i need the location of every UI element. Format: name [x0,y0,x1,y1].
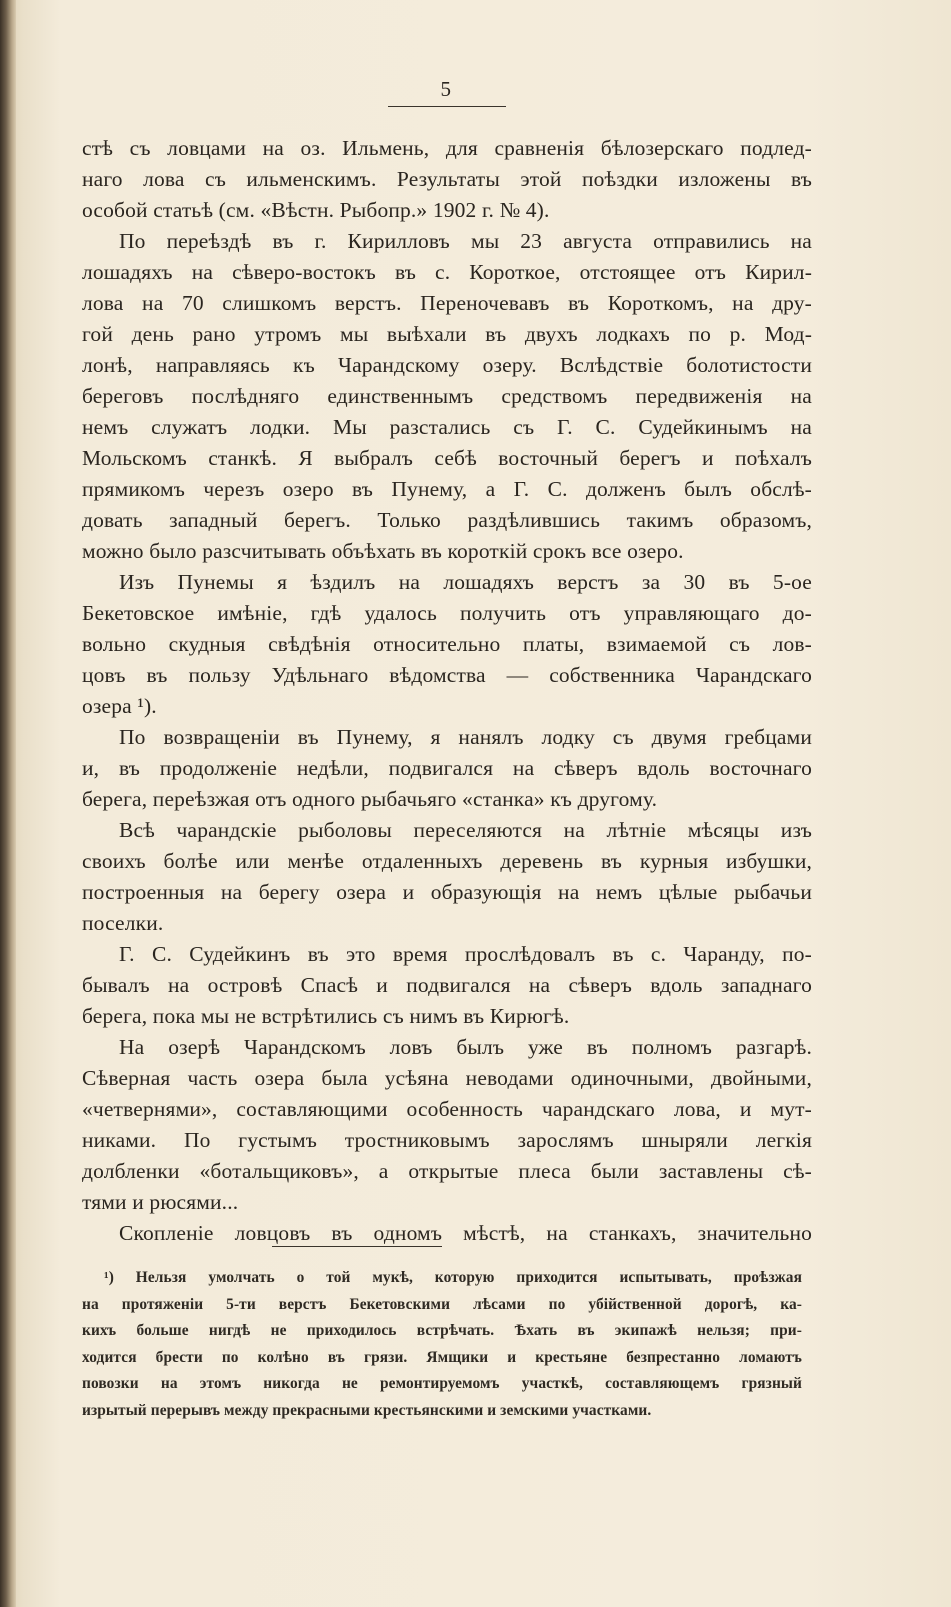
body-line: озера ¹). [82,694,157,718]
body-line: никами. По густымъ тростниковымъ зарослямъ шныряли легкія [82,1128,812,1152]
body-line: Бекетовское имѣніе, гдѣ удалось получить отъ управляющаго до- [82,601,812,625]
book-spine-shadow [0,0,16,1607]
footnote-line: изрытый перерывъ между прекрасными крестьянскими и земскими участками. [82,1401,652,1419]
body-line: Мольскомъ станкѣ. Я выбралъ себѣ восточный берегъ и поѣхалъ [82,446,812,470]
page-number-rule [388,106,506,107]
body-line: особой статьѣ (см. «Вѣстн. Рыбопр.» 1902 г. № 4). [82,198,550,222]
body-line: береговъ послѣдняго единственнымъ средствомъ передвиженія на [82,384,812,408]
body-line: гой день рано утромъ мы выѣхали въ двухъ лодкахъ по р. Мод- [82,322,812,346]
body-line: лонѣ, направляясь къ Чарандскому озеру. Вслѣдствіе болотистости [82,353,812,377]
body-line: берега, пока мы не встрѣтились съ нимъ въ Кирюгѣ. [82,1004,570,1028]
body-line: можно было разсчитывать объѣхать въ короткій срокъ все озеро. [82,539,684,563]
body-line: Изъ Пунемы я ѣздилъ на лошадяхъ верстъ за 30 въ 5-ое [119,570,812,594]
body-line: немъ служатъ лодки. Мы разстались съ Г. С. Судейкинымъ на [82,415,812,439]
footnote-line: повозки на этомъ никогда не ремонтируемомъ участкѣ, составляющемъ грязный [82,1375,802,1392]
body-line: долбленки «ботальщиковъ», а открытые плеса были заставлены сѣ- [82,1159,812,1183]
body-line: прямикомъ черезъ озеро въ Пунему, а Г. С. долженъ былъ обслѣ- [82,477,812,501]
footnote-line: на протяженіи 5-ти верстъ Бекетовскими лѣсами по убійственной дорогѣ, ка- [82,1295,802,1313]
body-text [82,133,812,1249]
body-line: На озерѣ Чарандскомъ ловъ былъ уже въ полномъ разгарѣ. [119,1035,812,1059]
body-line: Скопленіе ловцовъ въ одномъ мѣстѣ, на станкахъ, значительно [119,1221,812,1245]
body-line: стѣ съ ловцами на оз. Ильмень, для сравненія бѣлозерскаго подлед- [82,136,812,160]
page-number-container [386,76,506,102]
body-line: Всѣ чарандскіе рыболовы переселяются на лѣтніе мѣсяцы изъ [119,818,812,842]
body-line: Сѣверная часть озера была усѣяна неводами одиночными, двойными, [82,1066,812,1090]
body-line: вольно скудныя свѣдѣнія относительно платы, взимаемой съ лов- [82,632,812,656]
body-line: поселки. [82,911,164,935]
body-line: и, въ продолженіе недѣли, подвигался на сѣверъ вдоль восточнаго [82,756,812,780]
footnote-line: ходится брести по колѣно въ грязи. Ямщики и крестьяне безпрестанно ломаютъ [82,1348,802,1366]
body-line: построенныя на берегу озера и образующія на немъ цѣлые рыбачьи [82,880,812,904]
body-line: По возвращеніи въ Пунему, я нанялъ лодку съ двумя гребцами [119,725,812,749]
footnote-line: кихъ больше нигдѣ не приходилось встрѣчать. Ѣхать въ экипажѣ нельзя; при- [82,1322,802,1339]
body-line: своихъ болѣе или менѣе отдаленныхъ деревень въ курныя избушки, [82,849,812,873]
body-line: Г. С. Судейкинъ въ это время прослѣдовалъ въ с. Чаранду, по- [119,942,812,966]
page-number: 5 [440,77,452,101]
body-line: берега, переѣзжая отъ одного рыбачьяго «станка» къ другому. [82,787,658,811]
body-line: наго лова съ ильменскимъ. Результаты этой поѣздки изложены въ [82,167,812,191]
body-line: тями и рюсями... [82,1190,239,1214]
body-line: По переѣздѣ въ г. Кирилловъ мы 23 августа отправились на [119,229,812,253]
body-line: цовъ въ пользу Удѣльнаго вѣдомства — собственника Чарандскаго [82,663,812,687]
body-line: лошадяхъ на сѣверо-востокъ въ с. Короткое, отстоящее отъ Кирил- [82,260,812,284]
body-line: лова на 70 слишкомъ верстъ. Переночевавъ въ Короткомъ, на дру- [82,291,812,315]
footnote-separator [272,1246,442,1247]
footnotes [82,1265,802,1424]
body-line: довать западный берегъ. Только раздѣлившись такимъ образомъ, [82,508,812,532]
body-line: «четвернями», составляющими особенность чарандскаго лова, и мут- [82,1097,812,1121]
body-line: бывалъ на островѣ Спасѣ и подвигался на сѣверъ вдоль западнаго [82,973,812,997]
footnote-line: ¹) Нельзя умолчать о той мукѣ, которую приходится испытывать, проѣзжая [104,1269,802,1286]
